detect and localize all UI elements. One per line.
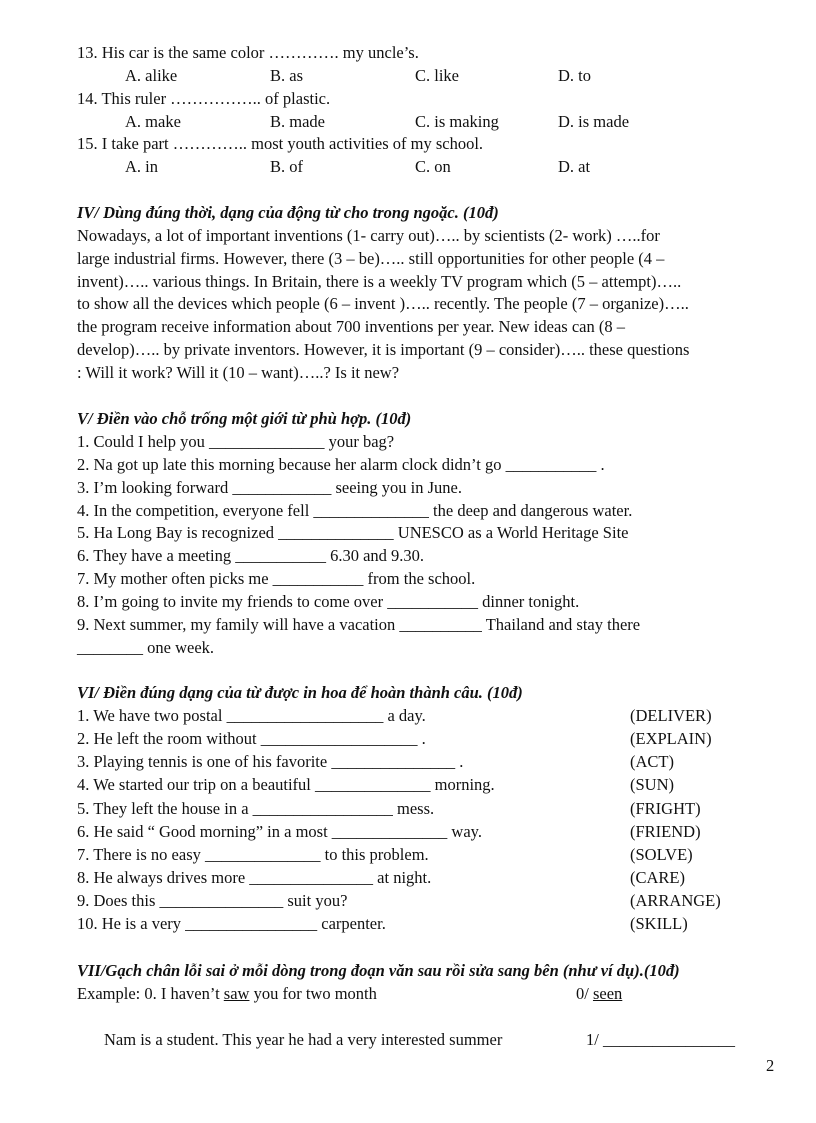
section-5-item: 2. Na got up late this morning because her alarm clock didn’t go ___________ .	[77, 455, 605, 474]
section-7-line-1-answer-blank: 1/ ________________	[586, 1030, 735, 1049]
section-5-item: 7. My mother often picks me ___________ from the school.	[77, 569, 476, 588]
q14-option-c: C. is making	[415, 112, 499, 131]
section-6-word: (SKILL)	[630, 914, 688, 933]
paragraph-line: large industrial firms. However, there (3 – be)….. still opportunities for other people (4 –	[77, 248, 665, 268]
section-5-heading: V/ Điền vào chỗ trống một giới từ phù hợp. (10đ)	[77, 409, 412, 428]
q14-option-b: B. made	[270, 112, 325, 131]
section-6-item: 1. We have two postal ___________________ a day.	[77, 706, 426, 725]
paragraph-line: develop)….. by private inventors. However, it is important (9 – consider)….. these questions	[77, 339, 690, 359]
section-5-item: 8. I’m going to invite my friends to come over ___________ dinner tonight.	[77, 592, 580, 611]
q15-option-a: A. in	[125, 157, 158, 176]
section-5-item: 3. I’m looking forward ____________ seeing you in June.	[77, 478, 462, 497]
example-answer-number: 0/	[576, 984, 593, 1003]
section-5-item: 5. Ha Long Bay is recognized ______________ UNESCO as a World Heritage Site	[77, 523, 629, 542]
q13-option-c: C. like	[415, 66, 459, 85]
section-7-line-1: Nam is a student. This year he had a very interested summer	[104, 1030, 503, 1049]
paragraph-line: Nowadays, a lot of important inventions (1- carry out)….. by scientists (2- work) …..for	[77, 226, 660, 245]
section-5-item: 6. They have a meeting ___________ 6.30 and 9.30.	[77, 546, 425, 565]
section-6-item: 8. He always drives more _______________ at night.	[77, 868, 432, 887]
section-6-word: (DELIVER)	[630, 706, 712, 725]
q13-option-a: A. alike	[125, 66, 178, 85]
section-5-item: ________ one week.	[77, 638, 215, 657]
section-7-heading: VII/Gạch chân lỗi sai ở mỗi dòng trong đoạn văn sau rồi sửa sang bên (như ví dụ).(10đ)	[77, 961, 680, 980]
section-5-item: 1. Could I help you ______________ your bag?	[77, 432, 395, 451]
section-6-word: (FRIEND)	[630, 822, 701, 841]
section-6-word: (ACT)	[630, 752, 674, 771]
section-6-word: (ARRANGE)	[630, 891, 721, 910]
section-6-word: (EXPLAIN)	[630, 729, 712, 748]
section-7-example-answer	[576, 983, 622, 1006]
paragraph-line: invent)….. various things. In Britain, there is a weekly TV program which (5 – attempt)…..	[77, 271, 682, 291]
q13-option-d: D. to	[558, 66, 591, 85]
section-6-word: (FRIGHT)	[630, 799, 701, 818]
page-number: 2	[766, 1056, 775, 1075]
example-prefix: Example: 0. I haven’t	[77, 984, 224, 1003]
section-5-item: 4. In the competition, everyone fell ______________ the deep and dangerous water.	[77, 501, 633, 520]
q14-option-d: D. is made	[558, 112, 630, 131]
section-6-word: (SOLVE)	[630, 845, 693, 864]
example-underlined-error: saw	[223, 984, 250, 1003]
section-7-example	[77, 983, 377, 1006]
q15-option-c: C. on	[415, 157, 451, 176]
example-suffix: you for two month	[249, 984, 377, 1003]
section-6-item: 4. We started our trip on a beautiful ______________ morning.	[77, 775, 495, 794]
paragraph-line: the program receive information about 700 inventions per year. New ideas can (8 –	[77, 317, 625, 337]
paragraph-line: : Will it work? Will it (10 – want)…..? Is it new?	[77, 362, 400, 382]
section-6-heading: VI/ Điền đúng dạng của từ được in hoa để hoàn thành câu. (10đ)	[77, 683, 523, 702]
section-4-paragraph	[77, 225, 777, 385]
section-6-item: 3. Playing tennis is one of his favorite _______________ .	[77, 752, 464, 771]
example-answer-correction: seen	[592, 984, 623, 1003]
section-6-word: (CARE)	[630, 868, 685, 887]
section-6-item: 10. He is a very ________________ carpenter.	[77, 914, 386, 933]
section-6-item: 9. Does this _______________ suit you?	[77, 891, 348, 910]
paragraph-line: to show all the devices which people (6 – invent )….. recently. The people (7 – organize)…..	[77, 294, 689, 314]
section-6-item: 6. He said “ Good morning” in a most ______________ way.	[77, 822, 482, 841]
section-5-item: 9. Next summer, my family will have a vacation __________ Thailand and stay there	[77, 615, 641, 634]
section-6-item: 7. There is no easy ______________ to this problem.	[77, 845, 429, 864]
question-15: 15. I take part ………….. most youth activities of my school.	[77, 134, 484, 153]
q13-option-b: B. as	[270, 66, 303, 85]
q14-option-a: A. make	[125, 112, 181, 131]
section-4-heading: IV/ Dùng đúng thời, dạng của động từ cho trong ngoặc. (10đ)	[77, 203, 499, 222]
q15-option-b: B. of	[270, 157, 303, 176]
section-6-item: 2. He left the room without ___________________ .	[77, 729, 426, 748]
question-14: 14. This ruler …………….. of plastic.	[77, 89, 331, 108]
section-6-item: 5. They left the house in a _________________ mess.	[77, 799, 435, 818]
question-13: 13. His car is the same color …………. my uncle’s.	[77, 43, 419, 62]
section-6-word: (SUN)	[630, 775, 674, 794]
q15-option-d: D. at	[558, 157, 591, 176]
